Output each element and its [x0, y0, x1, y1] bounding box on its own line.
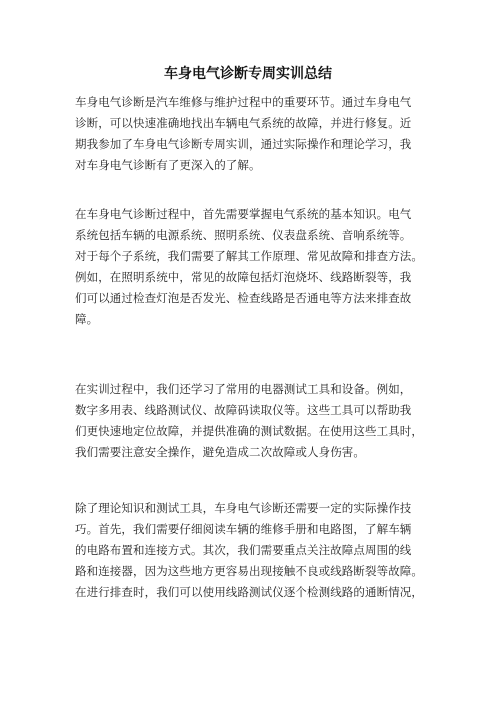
paragraph-line: 例如，在照明系统中，常见的故障包括灯泡烧坏、线路断裂等，我 [75, 270, 412, 284]
paragraph-line: 除了理论知识和测试工具，车身电气诊断还需要一定的实际操作技 [75, 501, 412, 515]
paragraph-line: 路和连接器，因为这些地方更容易出现接触不良或线路断裂等故障。 [75, 564, 423, 578]
paragraph-1 [75, 92, 435, 176]
paragraph-line: 的电路布置和连接方式。其次，我们需要重点关注故障点周围的线 [75, 543, 412, 557]
paragraph-2 [75, 204, 435, 330]
paragraph-line: 对车身电气诊断有了更深入的了解。 [75, 158, 261, 172]
paragraph-line: 们可以通过检查灯泡是否发光、检查线路是否通电等方法来排查故 [75, 291, 412, 305]
paragraph-line: 们更快速地定位故障，并提供准确的测试数据。在使用这些工具时， [75, 424, 423, 438]
paragraph-line: 期我参加了车身电气诊断专周实训，通过实际操作和理论学习，我 [75, 137, 412, 151]
paragraph-line: 在实训过程中，我们还学习了常用的电器测试工具和设备。例如， [75, 382, 412, 396]
paragraph-line: 车身电气诊断是汽车维修与维护过程中的重要环节。通过车身电气 [75, 95, 412, 109]
paragraph-line: 对于每个子系统，我们需要了解其工作原理、常见故障和排查方法。 [75, 249, 423, 263]
paragraph-line: 在车身电气诊断过程中，首先需要掌握电气系统的基本知识。电气 [75, 207, 412, 221]
paragraph-4 [75, 498, 435, 603]
paragraph-line: 系统包括车辆的电源系统、照明系统、仪表盘系统、音响系统等。 [75, 228, 412, 242]
paragraph-line: 诊断，可以快速准确地找出车辆电气系统的故障，并进行修复。近 [75, 116, 412, 130]
paragraph-line: 在进行排查时，我们可以使用线路测试仪逐个检测线路的通断情况， [75, 585, 423, 599]
document-title: 车身电气诊断专周实训总结 [164, 66, 332, 82]
paragraph-line: 巧。首先，我们需要仔细阅读车辆的维修手册和电路图，了解车辆 [75, 522, 412, 536]
paragraph-3 [75, 379, 435, 463]
paragraph-line: 障。 [75, 312, 99, 326]
paragraph-line: 我们需要注意安全操作，避免造成二次故障或人身伤害。 [75, 445, 365, 459]
paragraph-line: 数字多用表、线路测试仪、故障码读取仪等。这些工具可以帮助我 [75, 403, 412, 417]
